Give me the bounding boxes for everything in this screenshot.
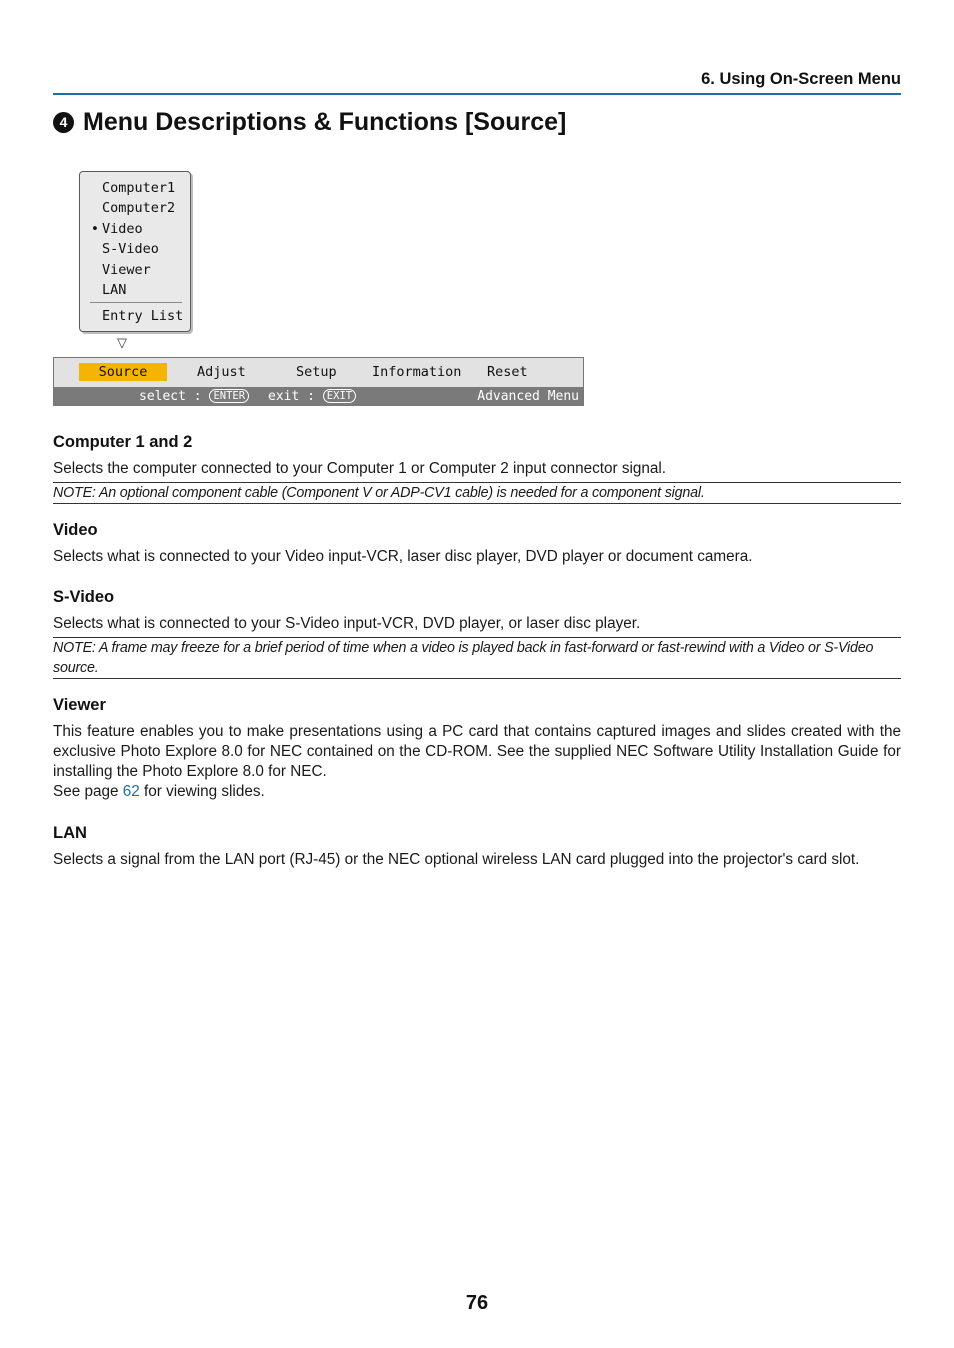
tab-setup[interactable]: Setup bbox=[296, 364, 337, 380]
dropdown-item-label: Video bbox=[102, 221, 143, 237]
heading-video: Video bbox=[53, 521, 98, 539]
see-page-prefix: See page bbox=[53, 783, 123, 800]
paragraph-video: Selects what is connected to your Video input-VCR, laser disc player, DVD player or document camera. bbox=[53, 548, 753, 565]
see-page-suffix: for viewing slides. bbox=[139, 783, 265, 800]
page-title bbox=[53, 104, 566, 140]
exit-label: exit : bbox=[268, 389, 315, 404]
dropdown-item-computer2[interactable] bbox=[88, 198, 175, 218]
tab-information[interactable]: Information bbox=[372, 364, 462, 380]
title-number-badge: 4 bbox=[53, 112, 74, 133]
paragraph-svideo: Selects what is connected to your S-Video input-VCR, DVD player, or laser disc player. bbox=[53, 615, 641, 632]
dropdown-item-entry-list[interactable] bbox=[88, 306, 183, 326]
dropdown-item-label: Viewer bbox=[102, 262, 151, 278]
dropdown-item-label: S-Video bbox=[102, 241, 159, 257]
dropdown-item-label: Entry List bbox=[102, 308, 184, 324]
paragraph-computer: Selects the computer connected to your Computer 1 or Computer 2 input connector signal. bbox=[53, 460, 667, 477]
heading-lan: LAN bbox=[53, 824, 87, 842]
dropdown-item-lan[interactable] bbox=[88, 280, 126, 300]
heading-computer: Computer 1 and 2 bbox=[53, 433, 193, 451]
menu-status-bar bbox=[54, 387, 583, 406]
note-svideo: NOTE: A frame may freeze for a brief period of time when a video is played back in fast-forward or fast-rewind with a Video or S-Video source. bbox=[53, 637, 901, 679]
dropdown-item-label: Computer1 bbox=[102, 180, 176, 196]
source-dropdown-menu bbox=[79, 171, 191, 332]
page-link[interactable]: 62 bbox=[122, 783, 140, 800]
select-label: select : bbox=[139, 389, 202, 404]
see-page-line bbox=[53, 782, 901, 802]
dropdown-item-video[interactable] bbox=[88, 219, 143, 239]
dropdown-item-label: LAN bbox=[102, 282, 127, 298]
selected-bullet-icon: • bbox=[90, 221, 100, 237]
exit-key-icon: EXIT bbox=[323, 389, 356, 403]
advanced-menu-label: Advanced Menu bbox=[477, 389, 579, 404]
dropdown-item-computer1[interactable] bbox=[88, 178, 175, 198]
on-screen-menu-bar bbox=[53, 357, 584, 406]
paragraph-lan: Selects a signal from the LAN port (RJ-45) or the NEC optional wireless LAN card plugged into the projector's card slot. bbox=[53, 851, 860, 868]
heading-svideo: S-Video bbox=[53, 588, 115, 606]
select-hint bbox=[139, 387, 249, 406]
dropdown-item-label: Computer2 bbox=[102, 200, 176, 216]
menu-tabs bbox=[54, 358, 583, 386]
header-rule bbox=[53, 93, 901, 95]
heading-viewer: Viewer bbox=[53, 696, 106, 714]
tab-adjust[interactable]: Adjust bbox=[197, 364, 246, 380]
dropdown-separator bbox=[90, 302, 182, 303]
page-number: 76 bbox=[465, 1292, 489, 1314]
paragraph-viewer: This feature enables you to make presentations using a PC card that contains captured images and slides created with the exclusive Photo Explore 8.0 for NEC contained on the CD-ROM. See the supplied NEC Software Utility Installation Guide for installing the Photo Explore 8.0 for NEC. bbox=[53, 723, 901, 780]
running-head: 6. Using On-Screen Menu bbox=[701, 70, 901, 88]
title-text: Menu Descriptions & Functions [Source] bbox=[83, 107, 567, 136]
enter-key-icon: ENTER bbox=[209, 389, 249, 403]
tab-reset[interactable]: Reset bbox=[487, 364, 528, 380]
exit-hint bbox=[268, 387, 356, 406]
triangle-down-icon: ▽ bbox=[117, 335, 127, 350]
tab-source[interactable]: Source bbox=[79, 363, 167, 381]
note-computer: NOTE: An optional component cable (Component V or ADP-CV1 cable) is needed for a component signal. bbox=[53, 482, 901, 504]
dropdown-item-viewer[interactable] bbox=[88, 260, 151, 280]
dropdown-item-svideo[interactable] bbox=[88, 239, 159, 259]
